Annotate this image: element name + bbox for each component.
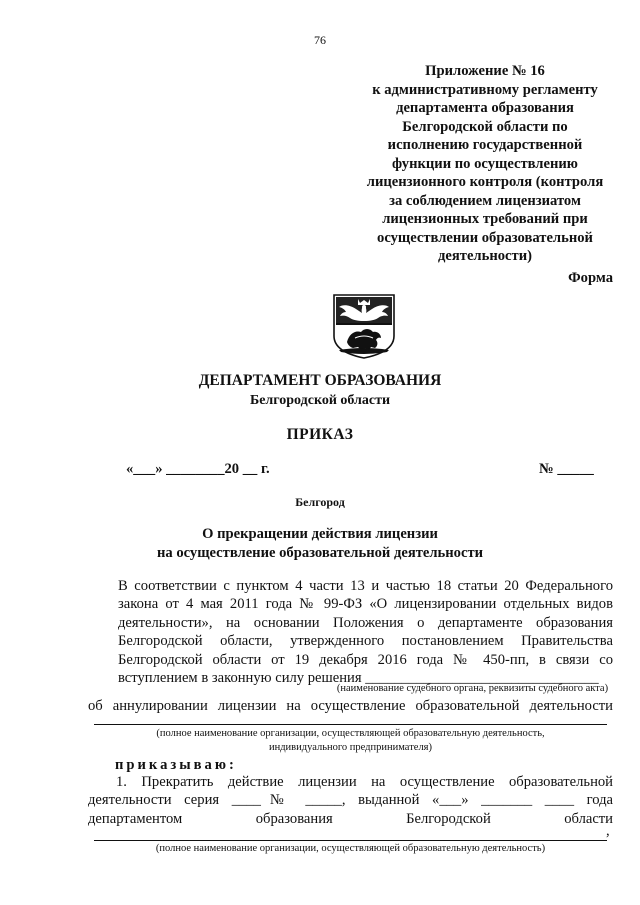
org-hint-line: (полное наименование организации, осуществляющей образовательную деятельность,: [156, 728, 545, 739]
page-number: 76: [314, 33, 326, 47]
appendix-line: Белгородской области по: [402, 118, 568, 135]
department-title: ДЕПАРТАМЕНТ ОБРАЗОВАНИЯ: [198, 372, 442, 389]
appendix-line: исполнению государственной: [387, 137, 583, 153]
appendix-line: Приложение № 16: [425, 63, 545, 79]
court-hint: (наименование судебного органа, реквизиты судебного акта): [336, 683, 609, 694]
order-directive: приказываю:: [115, 757, 237, 773]
trailing-comma: ,: [606, 823, 610, 839]
blank-line: [94, 724, 607, 725]
appendix-line: функции по осуществлению: [392, 155, 578, 172]
preamble-line: Белгородской области, утвержденного постановлением Правительства: [118, 633, 613, 650]
order-subject: [0, 525, 640, 562]
order-title: ПРИКАЗ: [286, 426, 354, 443]
preamble-line: закона от 4 мая 2011 года № 99-ФЗ «О лицензировании отдельных видов: [118, 596, 613, 613]
preamble-line: В соответствии с пунктом 4 части 13 и частью 18 статьи 20 Федерального: [118, 578, 613, 594]
order-city: Белгород: [295, 495, 345, 509]
appendix-line: деятельности): [438, 248, 532, 264]
preamble-line: вступлением в законную силу решения ________________________________: [118, 670, 599, 687]
form-label: Форма: [568, 270, 613, 286]
order-date-field: «___» ________20 __ г.: [126, 461, 270, 477]
clause-line: 1. Прекратить действие лицензии на осуществление образовательной: [116, 774, 613, 790]
annulment-text: об аннулировании лицензии на осуществление образовательной деятельности: [88, 698, 613, 714]
preamble-paragraph: [88, 577, 613, 687]
appendix-line: за соблюдением лицензиатом: [389, 192, 581, 209]
appendix-line: лицензионных требований при: [382, 211, 588, 227]
department-region: Белгородской области: [249, 393, 391, 408]
subject-line: О прекращении действия лицензии: [202, 526, 438, 542]
clause-1-paragraph: [88, 773, 613, 828]
org-hint-line: индивидуального предпринимателя): [268, 742, 433, 753]
preamble-line: Белгородской области от 19 декабря 2016 года № 450-пп, в связи со: [118, 651, 613, 668]
appendix-header: [355, 62, 615, 266]
appendix-line: к административному регламенту: [372, 81, 598, 98]
clause-line: департаментом образования Белгородской области: [88, 810, 613, 827]
blank-line: [94, 840, 607, 841]
annulment-line: [88, 697, 613, 715]
org-hint-line: (полное наименование организации, осуществляющей образовательную деятельность): [155, 843, 546, 854]
preamble-line: деятельности», на основании Положения о департаменте образования: [118, 614, 613, 631]
clause-line: деятельности серия ____№ _____, выданной «___» _______ ____ года: [88, 792, 613, 809]
order-number-field: № _____: [539, 461, 594, 477]
appendix-line: осуществлении образовательной: [377, 229, 593, 246]
belgorod-coat-of-arms-icon: [331, 292, 397, 360]
appendix-line: лицензионного контроля (контроля: [366, 174, 604, 190]
subject-line: на осуществление образовательной деятельности: [156, 544, 484, 561]
appendix-line: департамента образования: [396, 100, 574, 116]
